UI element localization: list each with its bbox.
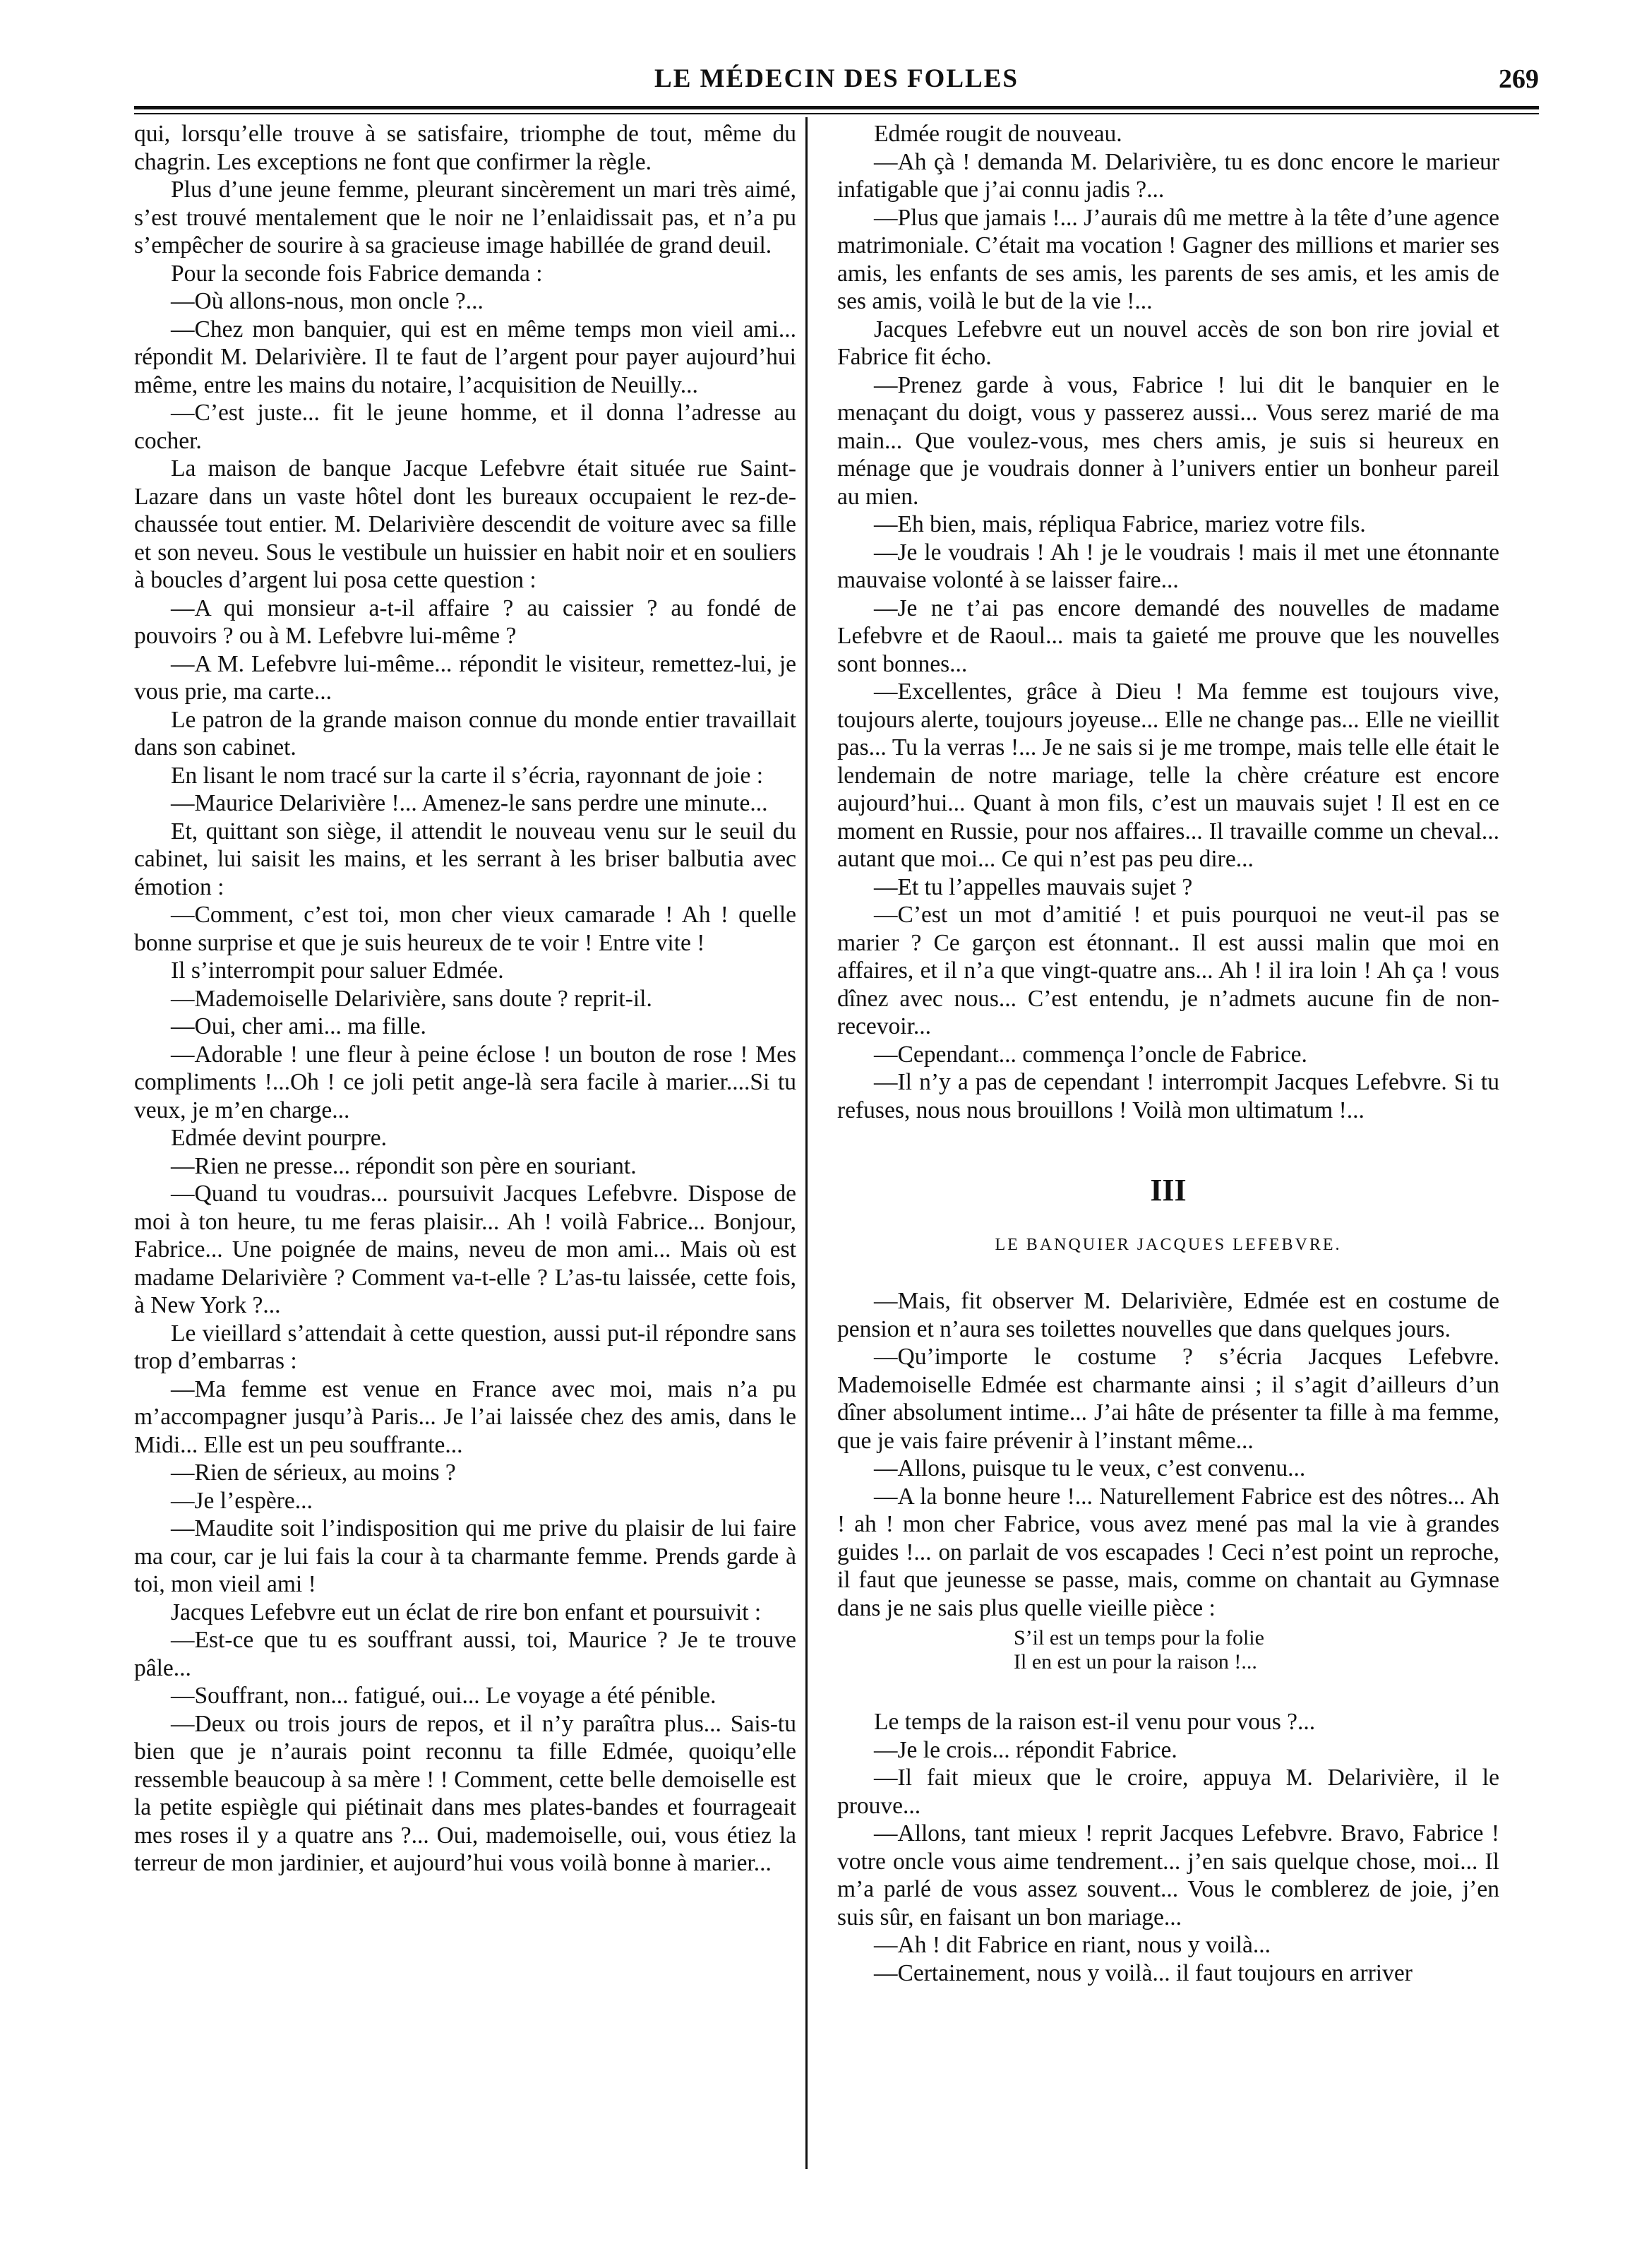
paragraph: —Je le crois... répondit Fabrice. [874,1736,1177,1763]
paragraph: —Comment, c’est toi, mon cher vieux camarade ! Ah ! quelle bonne surprise et que je suis heureux de te voir ! Entre vite ! [134,902,796,956]
section-title: LE BANQUIER JACQUES LEFEBVRE. [995,1235,1342,1254]
paragraph: —Rien de sérieux, au moins ? [171,1460,456,1486]
running-title: LE MÉDECIN DES FOLLES [654,64,1019,93]
paragraph: —A la bonne heure !... Naturellement Fabrice est des nôtres... Ah ! ah ! mon cher Fabrice, vous avez mené pas mal la vie à grandes guides !... on parlait de vos escapades ! Ceci n’est point un reproche, il faut que jeunesse se passe, mais, comme on chantait au Gymnase dans je ne sais plus quelle vieille pièce : [837,1483,1499,1621]
page-header [134,64,1539,106]
paragraph: Edmée rougit de nouveau. [874,121,1122,147]
paragraph: —Je l’espère... [171,1487,313,1514]
paragraph: —Où allons-nous, mon oncle ?... [171,288,484,314]
verse-line: S’il est un temps pour la folie [1014,1626,1264,1649]
right-column-end [837,1708,1499,1987]
paragraph: —Mademoiselle Delarivière, sans doute ? reprit-il. [171,985,652,1012]
paragraph: Le vieillard s’attendait à cette question, aussi put-il répondre sans trop d’embarras : [134,1320,796,1374]
paragraph: Edmée devint pourpre. [171,1125,388,1151]
right-column-top [837,120,1499,1124]
paragraph: Jacques Lefebvre eut un éclat de rire bon enfant et poursuivit : [171,1599,762,1625]
paragraph: —Ah çà ! demanda M. Delarivière, tu es donc encore le marieur infatigable que j’ai connu jadis ?... [837,148,1499,203]
paragraph: —Allons, puisque tu le veux, c’est convenu... [874,1455,1306,1481]
paragraph: —C’est juste... fit le jeune homme, et il donna l’adresse au cocher. [134,400,796,454]
paragraph: qui, lorsqu’elle trouve à se satisfaire, triomphe de tout, même du chagrin. Les exceptions ne font que confirmer la règle. [134,121,796,175]
page-number: 269 [1499,64,1539,94]
column-divider [805,117,808,2169]
paragraph: —Adorable ! une fleur à peine éclose ! un bouton de rose ! Mes compliments !...Oh ! ce joli petit ange-là sera facile à marier....Si tu veux, je m’en charge... [134,1041,796,1123]
paragraph: —Excellentes, grâce à Dieu ! Ma femme est toujours vive, toujours alerte, toujours joyeuse... Elle ne change pas... Elle ne vieillit pas... Tu la verras !... Je ne sais si je me trompe, mais telle elle était le lendemain de notre mariage, telle la chère créature est encore aujourd’hui... Quant à mon fils, c’est un mauvais sujet ! Il est en ce moment en Russie, pour nos affaires... Il travaille comme un cheval... autant que moi... Ce qui n’est pas peu dire... [837,679,1499,872]
paragraph: Le patron de la grande maison connue du monde entier travaillait dans son cabinet. [134,706,796,760]
paragraph: Pour la seconde fois Fabrice demanda : [171,260,543,287]
paragraph: —Allons, tant mieux ! reprit Jacques Lefebvre. Bravo, Fabrice ! votre oncle vous aime tendrement... j’en sais quelque chose, moi... Il m’a parlé de vous assez souvent... Vous le comblerez de joie, j’en suis sûr, en faisant un bon mariage... [837,1820,1499,1930]
paragraph: —Oui, cher ami... ma fille. [171,1013,426,1039]
paragraph: La maison de banque Jacque Lefebvre était située rue Saint-Lazare dans un vaste hôtel dont les bureaux occupaient le rez-de-chaussée tout entier. M. Delarivière descendit de voiture avec sa fille et son neveu. Sous le vestibule un huissier en habit noir et en souliers à boucles d’argent lui posa cette question : [134,455,796,593]
paragraph: —Rien ne presse... répondit son père en souriant. [171,1152,637,1179]
paragraph: —Je le voudrais ! Ah ! je le voudrais ! mais il met une étonnante mauvaise volonté à se laisser faire... [837,539,1499,593]
paragraph: —Mais, fit observer M. Delarivière, Edmée est en costume de pension et n’aura ses toilettes nouvelles que dans quelques jours. [837,1288,1499,1342]
paragraph: Le temps de la raison est-il venu pour vous ?... [874,1709,1316,1735]
header-rule-thin [134,113,1539,114]
paragraph: —Deux ou trois jours de repos, et il n’y paraîtra plus... Sais-tu bien que je n’aurais point reconnu ta fille Edmée, quoiqu’elle ressemble beaucoup à sa mère ! ! Comment, cette belle demoiselle est la petite espiègle qui piétinait dans mes plates-bandes et fourrageait mes roses il y a quatre ans ?... Oui, mademoiselle, oui, vous étiez la terreur de mon jardinier, et aujourd’hui vous voilà bonne à marier... [134,1710,796,1876]
paragraph: —Cependant... commença l’oncle de Fabrice. [874,1041,1307,1068]
paragraph: —Plus que jamais !... J’aurais dû me mettre à la tête d’une agence matrimoniale. C’était ma vocation ! Gagner des millions et marier ses amis, les enfants de ses amis, les parents de ses amis, et les amis de ses amis, voilà le but de la vie !... [837,204,1499,314]
paragraph: —Quand tu voudras... poursuivit Jacques Lefebvre. Dispose de moi à ton heure, tu me feras plaisir... Ah ! voilà Fabrice... Bonjour, Fabrice... Une poignée de mains, neveu de mon ami... Mais où est madame Delarivière ? Comment va-t-elle ? L’as-tu laissée, cette fois, à New York ?... [134,1181,796,1318]
paragraph: —Certainement, nous y voilà... il faut toujours en arriver [874,1959,1413,1986]
paragraph: —Chez mon banquier, qui est en même temps mon vieil ami... répondit M. Delarivière. Il te faut de l’argent pour payer aujourd’hui même, entre les mains du notaire, l’acquisition de Neuilly... [134,316,796,398]
header-rule-thick [134,106,1539,109]
right-column [837,120,1499,1987]
paragraph: —Ma femme est venue en France avec moi, mais n’a pu m’accompagner jusqu’à Paris... Je l’ai laissée chez des amis, dans le Midi... Elle est un peu souffrante... [134,1375,796,1458]
paragraph: —Eh bien, mais, répliqua Fabrice, mariez votre fils. [874,511,1366,537]
paragraph: —Prenez garde à vous, Fabrice ! lui dit le banquier en le menaçant du doigt, vous y passerez aussi... Vous serez marié de ma main... Que voulez-vous, mes chers amis, je suis si heureux en ménage que je voudrais donner à l’univers entier un bonheur pareil au mien. [837,371,1499,510]
paragraph: —Maudite soit l’indisposition qui me prive du plaisir de lui faire ma cour, car je lui fais la cour à ta charmante femme. Prends garde à toi, mon vieil ami ! [134,1515,796,1597]
paragraph: —Je ne t’ai pas encore demandé des nouvelles de madame Lefebvre et de Raoul... mais ta gaieté me prouve que les nouvelles sont bonnes... [837,595,1499,677]
paragraph: Et, quittant son siège, il attendit le nouveau venu sur le seuil du cabinet, lui saisit les mains, et les serrant à les briser balbutia avec émotion : [134,818,796,900]
paragraph: —Est-ce que tu es souffrant aussi, toi, Maurice ? Je te trouve pâle... [134,1627,796,1681]
section-number: III [1150,1173,1187,1207]
paragraph: —C’est un mot d’amitié ! et puis pourquoi ne veut-il pas se marier ? Ce garçon est étonnant.. Il est aussi malin que moi en affaires, et il n’a que vingt-quatre ans... Ah ! il ira loin ! Ah ça ! vous dînez avec nous... C’est entendu, je n’admets aucune fin de non-recevoir... [837,902,1499,1039]
paragraph: —Ah ! dit Fabrice en riant, nous y voilà... [874,1932,1271,1958]
paragraph: Jacques Lefebvre eut un nouvel accès de son bon rire jovial et Fabrice fit écho. [837,316,1499,370]
paragraph: —A qui monsieur a-t-il affaire ? au caissier ? au fondé de pouvoirs ? ou à M. Lefebvre lui-même ? [134,595,796,649]
paragraph: —Souffrant, non... fatigué, oui... Le voyage a été pénible. [171,1683,716,1709]
paragraph: —Il fait mieux que le croire, appuya M. Delarivière, il le prouve... [837,1765,1499,1819]
verse-quote [1014,1626,1499,1674]
paragraph: Plus d’une jeune femme, pleurant sincèrement un mari très aimé, s’est trouvé mentalement que le noir ne l’enlaidissait pas, et n’a pu s’empêcher de sourire à sa gracieuse image habillée de grand deuil. [134,177,796,258]
verse-line: Il en est un pour la raison !... [1014,1650,1257,1673]
right-column-after-heading [837,1287,1499,1622]
paragraph: —Qu’importe le costume ? s’écria Jacques Lefebvre. Mademoiselle Edmée est charmante ainsi ; il s’agit d’ailleurs d’un dîner absolument intime... J’ai hâte de présenter ta fille à ma femme, que je vais faire prévenir à l’instant même... [837,1344,1499,1454]
paragraph: Il s’interrompit pour saluer Edmée. [171,957,504,984]
paragraph: En lisant le nom tracé sur la carte il s’écria, rayonnant de joie : [171,762,764,789]
paragraph: —A M. Lefebvre lui-même... répondit le visiteur, remettez-lui, je vous prie, ma carte... [134,650,796,705]
paragraph: —Et tu l’appelles mauvais sujet ? [874,873,1193,900]
paragraph: —Il n’y a pas de cependant ! interrompit Jacques Lefebvre. Si tu refuses, nous nous brouillons ! Voilà mon ultimatum !... [837,1069,1499,1123]
paragraph: —Maurice Delarivière !... Amenez-le sans perdre une minute... [171,790,768,816]
left-column [134,120,796,1878]
